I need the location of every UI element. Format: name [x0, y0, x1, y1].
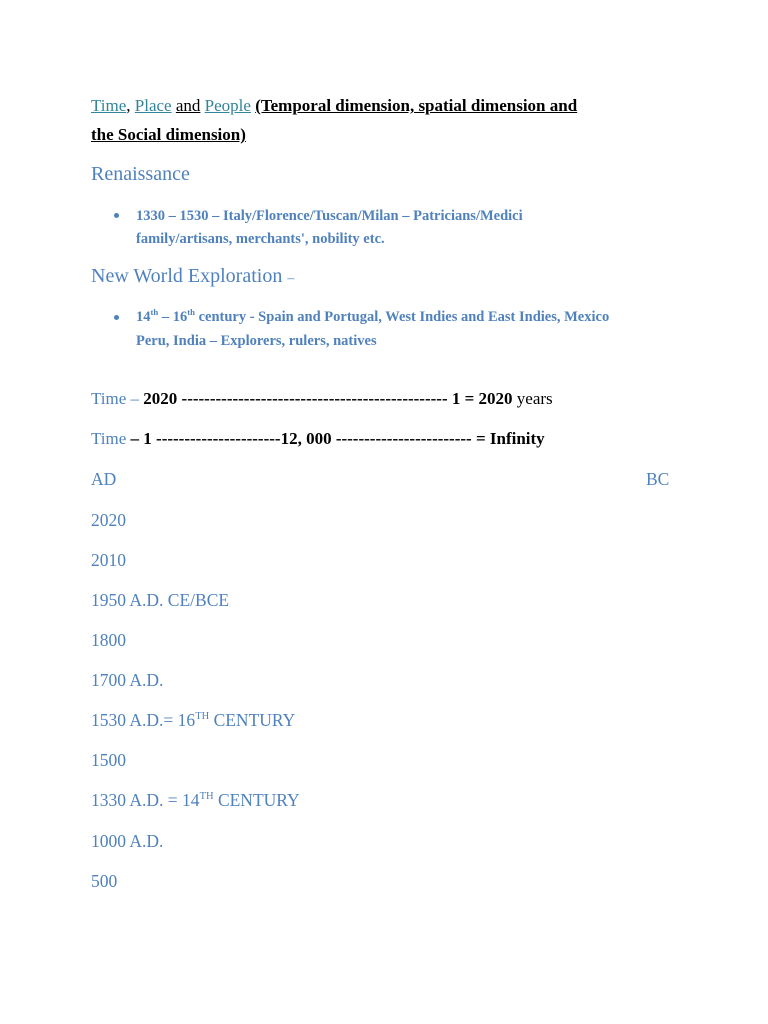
- exploration-dash: –: [287, 271, 295, 286]
- title-subtitle-line2: the Social dimension): [91, 125, 246, 144]
- title-time: Time: [91, 96, 127, 115]
- time-line-1-body: 2020 ----------------------------------------------- 1 = 2020: [143, 389, 513, 408]
- exploration-bullet-line2: Peru, India – Explorers, rulers, natives: [136, 333, 377, 349]
- title-place: Place: [134, 96, 172, 115]
- title-subtitle-line1: (Temporal dimension, spatial dimension and: [255, 96, 578, 115]
- year-item: 2010: [91, 550, 126, 570]
- year-item: 1000 A.D.: [91, 831, 164, 851]
- bullet-icon: [114, 213, 119, 218]
- time-label-2: Time: [91, 429, 127, 448]
- year-item: 1500: [91, 750, 126, 770]
- exploration-heading-row: [91, 265, 294, 288]
- year-item: 500: [91, 871, 118, 891]
- time-line-2: [91, 428, 545, 450]
- year-item: 1800: [91, 630, 126, 650]
- time-line-2-body: – 1 ----------------------12, 000 ------------------------ = Infinity: [126, 429, 545, 448]
- title-and: and: [175, 96, 201, 115]
- axis-left-label: AD: [91, 469, 117, 489]
- document-title: [91, 95, 577, 117]
- time-line-1: Time – 2020 ----------------------------------------------- 1 = 2020 years: [91, 389, 553, 408]
- renaissance-bullet-line2: family/artisans, merchants', nobility etc.: [136, 231, 385, 247]
- title-people: People: [204, 96, 251, 115]
- time-label-1: Time: [91, 389, 127, 408]
- title-comma: ,: [126, 96, 131, 115]
- year-item-16th-century: 1530 A.D.= 16TH CENTURY: [91, 710, 296, 730]
- year-item: 1950 A.D. CE/BCE: [91, 590, 230, 610]
- year-item-14th-century: 1330 A.D. = 14TH CENTURY: [91, 790, 300, 810]
- exploration-bullet-line1: 14th – 16th century - Spain and Portugal, West Indies and East Indies, Mexico: [136, 307, 610, 325]
- axis-right-label: BC: [646, 469, 670, 489]
- exploration-heading: New World Exploration: [91, 265, 283, 287]
- renaissance-bullet-line1: 1330 – 1530 – Italy/Florence/Tuscan/Milan – Patricians/Medici: [136, 208, 523, 224]
- time-line-1-suffix: years: [512, 389, 553, 408]
- renaissance-heading: Renaissance: [91, 163, 190, 185]
- year-item: 1700 A.D.: [91, 670, 164, 690]
- year-item: 2020: [91, 510, 126, 530]
- bullet-icon: [114, 315, 119, 320]
